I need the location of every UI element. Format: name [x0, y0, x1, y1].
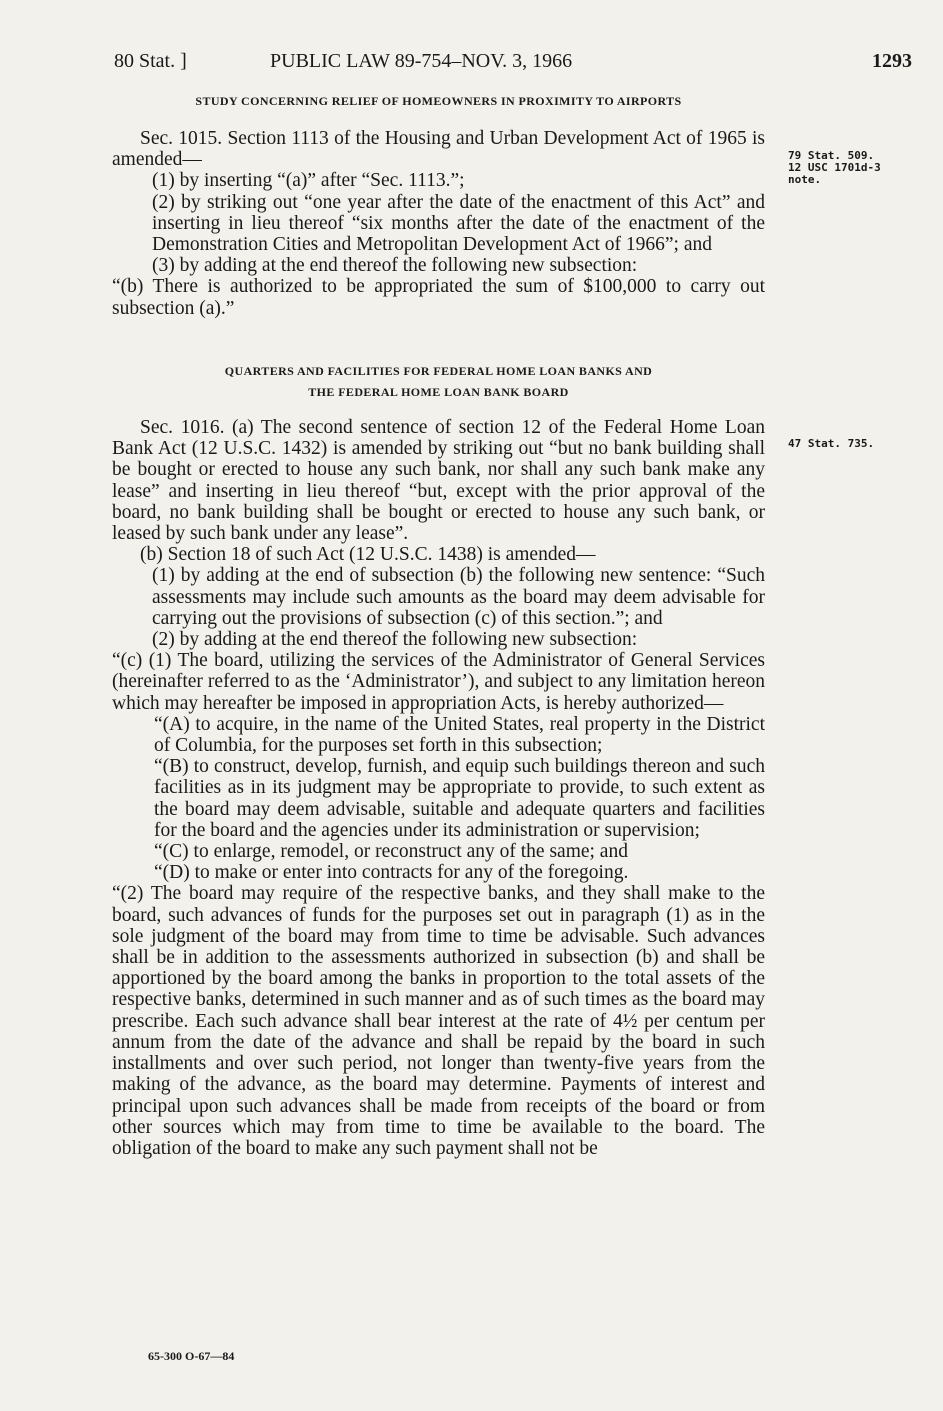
section-1016-item-1: (1) by adding at the end of subsection (b) the following new sentence: “Such assessments may include such amounts as the board may deem advisable for carrying out the provisions of subsection (c) of this section.”; and: [152, 565, 765, 629]
section-1016-subsection-c1: “(c) (1) The board, utilizing the services of the Administrator of General Services (hereinafter referred to as the ‘Administrator’), and subject to any limitation hereon which may hereafter be imposed in appropriation Acts, is hereby authorized—: [112, 650, 765, 714]
margin-note-line: note.: [788, 173, 822, 186]
section-1015-subsection-b: “(b) There is authorized to be appropriated the sum of $100,000 to carry out subsection (a).”: [112, 276, 765, 319]
page-number: 1293: [872, 50, 912, 72]
section-1016-clause-b: “(B) to construct, develop, furnish, and equip such buildings thereon and such facilities as in its judgment may be appropriate to provide, to such extent as the board may deem advisable, suitable and adequate quarters and facilities for the board and the agencies under its administration or supervision;: [154, 756, 765, 841]
section-1015-paragraph: Sec. 1015. Section 1113 of the Housing and Urban Development Act of 1965 is amended—: [112, 128, 765, 171]
footer-print-code: 65-300 O-67—84: [148, 1349, 235, 1363]
section-1015-body: [112, 128, 765, 319]
section-1016-clause-c: “(C) to enlarge, remodel, or reconstruct any of the same; and: [154, 841, 628, 863]
section-1016-clause-d: “(D) to make or enter into contracts for any of the foregoing.: [154, 862, 629, 884]
section-1016-subsection-b: (b) Section 18 of such Act (12 U.S.C. 1438) is amended—: [140, 544, 596, 566]
section-1016-item-2: (2) by adding at the end thereof the following new subsection:: [152, 629, 638, 651]
section-1015-item-1: (1) by inserting “(a)” after “Sec. 1113.”;: [152, 170, 465, 192]
section-1016-clause-a: “(A) to acquire, in the name of the United States, real property in the District of Columbia, for the purposes set forth in this subsection;: [154, 713, 765, 757]
header-left: 80 Stat. ]: [114, 50, 187, 72]
section-1015-item-3: (3) by adding at the end thereof the following new subsection:: [152, 255, 638, 277]
margin-note-line: 12 USC 1701d-3: [788, 161, 881, 174]
header-title: PUBLIC LAW 89-754–NOV. 3, 1966: [270, 50, 573, 72]
section-1016-subsection-c2: “(2) The board may require of the respective banks, and they shall make to the board, such advances of funds for the purposes set out in paragraph (1) as in the sole judgment of the board may from time to time be advisable. Such advances shall be in addition to the assessments authorized in subsection (b) and shall be apportioned by the board among the banks in proportion to the total assets of the respective banks, determined in such manner and as of such times as the board may prescribe. Each such advance shall bear interest at the rate of 4½ per centum per annum from the date of the advance and shall be repaid by the board in such installments and over such period, not longer than twenty-five years from the making of the advance, as the board may determine. Payments of interest and principal upon such advances shall be made from receipts of the board or from other sources which may from time to time be available to the board. The obligation of the board to make any such payment shall not be: [112, 883, 765, 1159]
section-1016-heading-line1: QUARTERS AND FACILITIES FOR FEDERAL HOME LOAN BANKS AND: [224, 364, 653, 378]
margin-note-citation-1: [788, 150, 881, 186]
margin-note-line: 79 Stat. 509.: [788, 149, 875, 162]
section-1016-body: [112, 417, 765, 1159]
section-1015-item-2: (2) by striking out “one year after the date of the enactment of this Act” and inserting in lieu thereof “six months after the date of the enactment of the Demonstration Cities and Metropolitan Development Act of 1966”; and: [152, 191, 765, 256]
section-1016-heading-line2: THE FEDERAL HOME LOAN BANK BOARD: [308, 385, 569, 399]
margin-note-citation-2: 47 Stat. 735.: [788, 437, 875, 450]
section-1016-subsection-a: Sec. 1016. (a) The second sentence of section 12 of the Federal Home Loan Bank Act (12 U.S.C. 1432) is amended by striking out “but no bank building shall be bought or erected to house any such bank, nor shall any such bank make any lease” and inserting in lieu thereof “but, except with the prior approval of the board, no bank building shall be bought or erected to house any such bank, or leased by such bank under any lease”.: [112, 417, 765, 545]
section-1015-heading: STUDY CONCERNING RELIEF OF HOMEOWNERS IN PROXIMITY TO AIRPORTS: [195, 94, 682, 108]
